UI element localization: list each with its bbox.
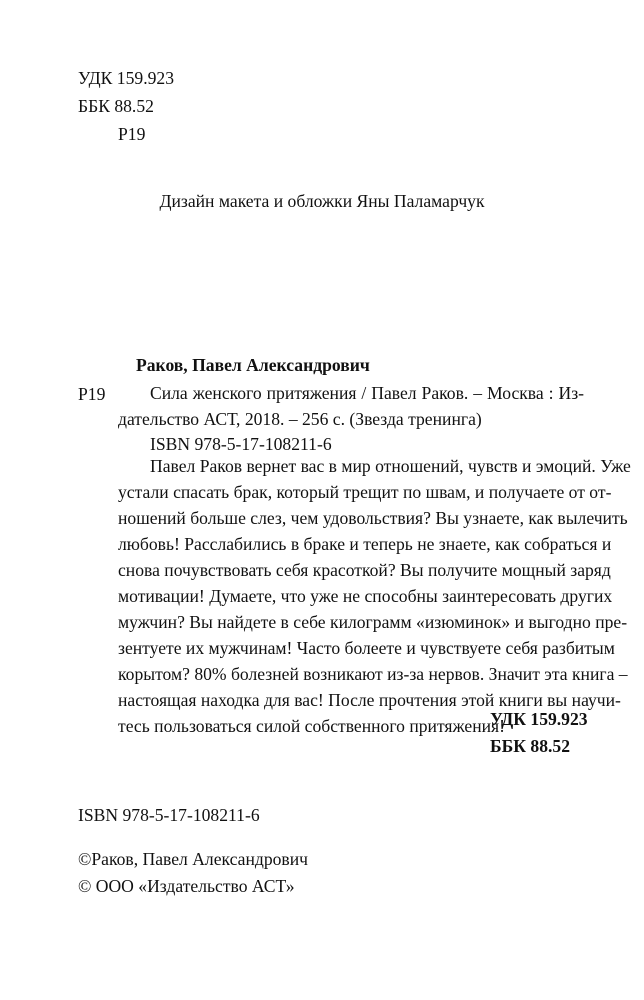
card-title-line: Сила женского притяжения / Павел Раков. – Москва : Из- <box>150 383 584 403</box>
annotation-line: мужчин? Вы найдете в себе килограмм «изюминок» и выгодно пре- <box>118 612 628 632</box>
annotation-line: зентуете их мужчинам! Часто болеете и чувствуете себя разбитым <box>118 638 615 658</box>
design-credit: Дизайн макета и обложки Яны Паламарчук <box>159 191 485 211</box>
isbn: ISBN 978-5-17-108211-6 <box>78 805 260 825</box>
udk-code: УДК 159.923 <box>78 68 174 88</box>
card-udk-code: УДК 159.923 <box>490 709 588 729</box>
copyright-author: ©Раков, Павел Александрович <box>78 849 308 869</box>
author-sign: Р19 <box>118 124 146 144</box>
annotation-line: любовь! Расслабились в браке и теперь не знаете, как собраться и <box>118 534 612 554</box>
annotation-line: Павел Раков вернет вас в мир отношений, чувств и эмоций. Уже <box>150 456 631 476</box>
card-author: Раков, Павел Александрович <box>136 355 370 375</box>
annotation-line: тесь пользоваться силой собственного притяжения! <box>118 716 506 736</box>
copyright-publisher: © ООО «Издательство АСТ» <box>78 876 295 896</box>
bbk-code: ББК 88.52 <box>78 96 154 116</box>
card-bbk-code: ББК 88.52 <box>490 736 571 756</box>
annotation-line: настоящая находка для вас! После прочтения этой книги вы научи- <box>118 690 621 710</box>
card-author-sign: Р19 <box>78 384 106 404</box>
annotation-line: снова почувствовать себя красоткой? Вы получите мощный заряд <box>118 560 611 580</box>
annotation-line: ношений больше слез, чем удовольствия? Вы узнаете, как вылечить <box>118 508 628 528</box>
card-title-line: дательство АСТ, 2018. – 256 с. (Звезда тренинга) <box>118 409 482 429</box>
annotation-line: устали спасать брак, который трещит по швам, и получаете от от- <box>118 482 612 502</box>
annotation-line: мотивации! Думаете, что уже не способны заинтересовать других <box>118 586 613 606</box>
card-isbn: ISBN 978-5-17-108211-6 <box>150 434 332 454</box>
annotation-line: корытом? 80% болезней возникают из-за нервов. Значит эта книга – <box>118 664 628 684</box>
